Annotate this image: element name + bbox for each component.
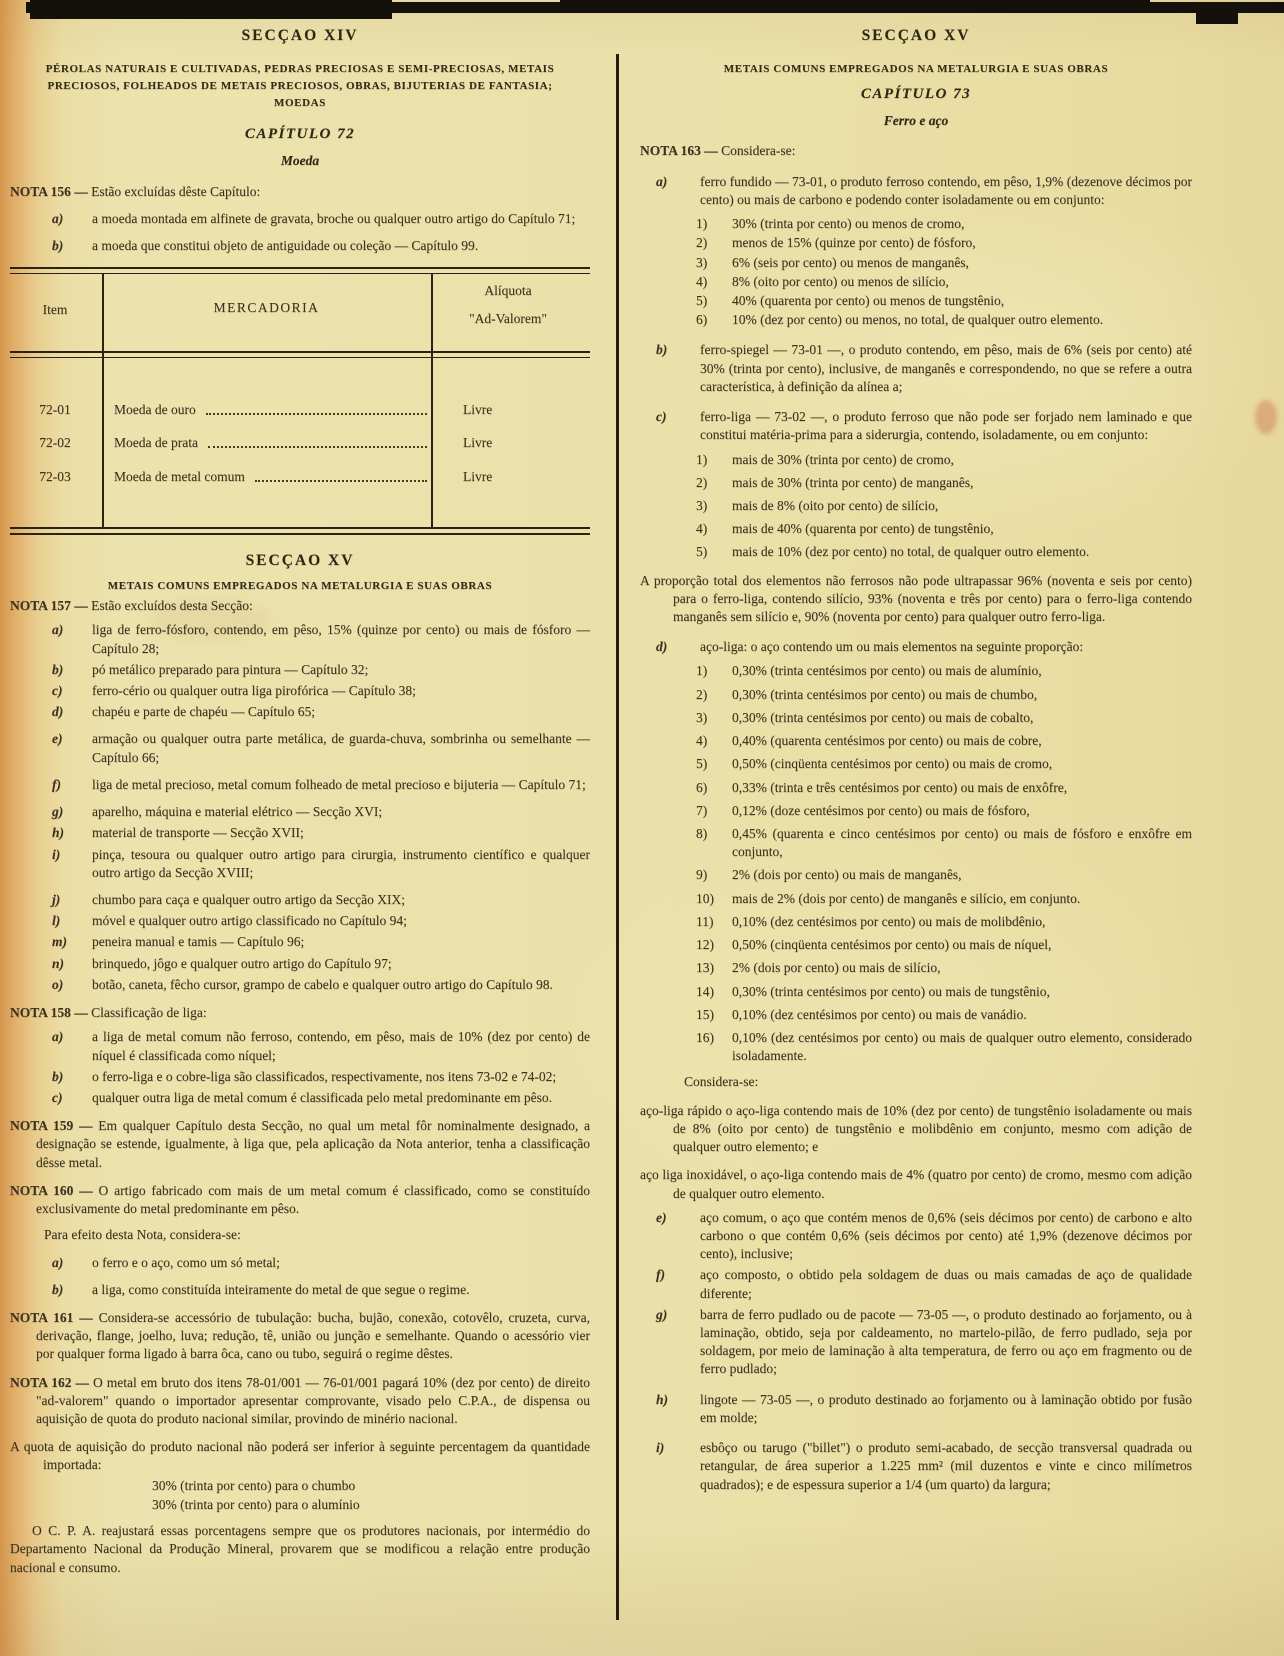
cell-mercadoria [114, 401, 429, 419]
item-text: a liga, como constituída inteiramente do metal de que segue o regime. [92, 1281, 470, 1297]
item-text: 0,45% (quarenta e cinco centésimos por cento) ou mais de fósforo e enxôfre em conjunto, [732, 826, 1192, 860]
sub-item [696, 662, 1192, 680]
item-marker: d) [656, 639, 668, 655]
item-text: aço comum, o aço que contém menos de 0,6% (seis décimos por cento) de carbono e alto carbono o que contém 0,6% (seis décimos por cento) até 1,9% (dezenove décimos por cento), inclusive; [700, 1209, 1192, 1262]
item-marker: 1) [696, 451, 708, 467]
item-marker: 3) [696, 709, 708, 725]
list-item-g [640, 1306, 1192, 1379]
nota-157-label: NOTA 157 — [10, 598, 88, 614]
list-item [10, 1068, 590, 1086]
item-marker: a) [52, 1254, 64, 1270]
item-marker: b) [52, 1281, 64, 1297]
left-column [10, 18, 590, 1583]
item-text: ferro-liga — 73-02 —, o produto ferroso que não pode ser forjado nem laminado e que constitui matéria-prima para a siderurgia, contendo, isoladamente, ou em conjunto: [700, 409, 1192, 443]
item-text: mais de 40% (quarenta por cento) de tungstênio, [732, 521, 994, 537]
item-text: 0,33% (trinta e três centésimos por cento) ou mais de enxôfre, [732, 779, 1068, 795]
item-text: liga de metal precioso, metal comum folheado de metal precioso e bijuteria — Capítulo 71; [92, 776, 586, 792]
item-marker: c) [656, 409, 667, 425]
table-row [10, 401, 590, 423]
table-header-mercadoria: MERCADORIA [213, 300, 320, 316]
item-text: barra de ferro pudlado ou de pacote — 73-05 —, o produto destinado ao forjamento, ou à laminação, obtido, seja por caldeamento, no martelo-pilão, de ferro pudlado, seja por soldagem, por meio de laminação à alta temperatura, de ferro ou aço em fragmento ou de ferro pudlado; [700, 1306, 1192, 1377]
paper-stain [1255, 400, 1277, 434]
item-marker: c) [52, 1089, 63, 1105]
cell-item: 72-02 [39, 435, 71, 451]
item-marker: l) [52, 913, 61, 929]
item-marker: g) [656, 1306, 668, 1322]
item-marker: 8) [696, 826, 708, 841]
item-marker: 4) [696, 733, 708, 749]
item-text: botão, caneta, fêcho cursor, grampo de cabelo e qualquer outro artigo do Capítulo 98. [92, 976, 553, 992]
item-text: 0,40% (quarenta centésimos por cento) ou mais de cobre, [732, 733, 1042, 749]
sub-item [696, 802, 1192, 820]
item-marker: e) [52, 731, 63, 747]
item-text: aço composto, o obtido pela soldagem de duas ou mais camadas de aço de qualidade diferente; [700, 1267, 1192, 1301]
item-text: a moeda que constitui objeto de antiguidade ou coleção — Capítulo 99. [92, 237, 479, 253]
item-text: 0,30% (trinta centésimos por cento) ou mais de cobalto, [732, 709, 1034, 725]
nota-157-text: Estão excluídos desta Secção: [91, 598, 253, 614]
sub-item [696, 866, 1192, 884]
list-item [10, 1089, 590, 1107]
nota-156-text: Estão excluídas dêste Capítulo: [91, 183, 261, 199]
item-text: 30% (trinta por cento) ou menos de cromo, [732, 216, 965, 232]
item-text: 8% (oito por cento) ou menos de silício, [732, 273, 949, 289]
nota-158 [10, 1004, 590, 1022]
item-marker: 12) [696, 937, 714, 953]
sub-item [696, 936, 1192, 954]
table-header-aliquota-line2: "Ad-Valorem" [469, 311, 547, 327]
item-text: 0,30% (trinta centésimos por cento) ou mais de chumbo, [732, 686, 1038, 702]
sub-item [696, 273, 1192, 291]
item-text: peneira manual e tamis — Capítulo 96; [92, 934, 305, 950]
list-item-d [640, 638, 1192, 656]
nota-161-label: NOTA 161 — [10, 1309, 93, 1325]
nota-160-text: O artigo fabricado com mais de um metal comum é classificado, como se constituído exclusivamente do metal predominante em pêso. [36, 1182, 590, 1217]
item-text: pinça, tesoura ou qualquer outro artigo para cirurgia, instrumento científico e qualquer outro artigo da Secção XVIII; [92, 846, 590, 880]
list-item-a [640, 173, 1192, 209]
item-text: 6% (seis por cento) ou menos de manganês, [732, 254, 969, 270]
sublist-d [640, 662, 1192, 1065]
item-marker: i) [656, 1440, 665, 1456]
nota-160-sub: Para efeito desta Nota, considera-se: [44, 1227, 241, 1243]
item-marker: b) [52, 661, 64, 677]
item-marker: e) [656, 1209, 667, 1225]
item-text: 0,50% (cinqüenta centésimos por cento) ou mais de níquel, [732, 937, 1052, 953]
item-text: 0,12% (doze centésimos por cento) ou mais de fósforo, [732, 802, 1030, 818]
item-marker: c) [52, 683, 63, 699]
item-marker: g) [52, 804, 64, 820]
sublist-c [640, 451, 1192, 562]
table-header-item: Item [42, 302, 68, 318]
item-text: 0,10% (dez centésimos por cento) ou mais de vanádio. [732, 1006, 1027, 1022]
sub-item [696, 497, 1192, 515]
item-text: 2% (dois por cento) ou mais de silício, [732, 960, 941, 976]
item-marker: h) [656, 1391, 669, 1407]
cell-merc-text: Moeda de ouro [114, 402, 196, 418]
nota-162-final: O C. P. A. reajustará essas porcentagens sempre que os produtores nacionais, por intermédio do Departamento Nacional da Produção Mineral, provarem que se modificou a relação entre produção nacional e consumo. [10, 1523, 590, 1575]
cell-aliquota: Livre [463, 469, 493, 485]
pct-aluminio: 30% (trinta por cento) para o alumínio [152, 1496, 360, 1512]
nota-162-label: NOTA 162 — [10, 1374, 89, 1390]
item-marker: 9) [696, 867, 708, 883]
sub-item [696, 983, 1192, 1001]
nota-156 [10, 183, 590, 201]
section-15-title: SECÇAO XV [861, 27, 971, 44]
nota-160 [10, 1182, 590, 1218]
cell-merc-text: Moeda de prata [114, 435, 198, 451]
list-item [10, 891, 590, 909]
item-text: mais de 8% (oito por cento) de silício, [732, 497, 939, 513]
sub-item [696, 254, 1192, 272]
list-item [10, 682, 590, 700]
sub-item [696, 474, 1192, 492]
sub-item [696, 234, 1192, 252]
table-row [10, 434, 590, 456]
list-item [10, 976, 590, 994]
section-15-caption-left: METAIS COMUNS EMPREGADOS NA METALURGIA E SUAS OBRAS [107, 580, 493, 593]
item-text: 10% (dez por cento) ou menos, no total, de qualquer outro elemento. [732, 312, 1104, 328]
scan-edge-top-mid [560, 0, 1150, 9]
scan-edge-top-right-box [1196, 7, 1238, 24]
list-item [10, 1028, 590, 1064]
chapter-73-subtitle: Ferro e aço [883, 113, 949, 129]
item-text: móvel e qualquer outro artigo classificado no Capítulo 94; [92, 913, 407, 929]
item-marker: f) [656, 1267, 665, 1283]
item-marker: b) [656, 342, 668, 358]
sub-item [696, 311, 1192, 329]
sub-item [696, 686, 1192, 704]
item-marker: 1) [696, 663, 708, 679]
list-item [10, 824, 590, 842]
nota-162-text: O metal em bruto dos itens 78-01/001 — 76-01/001 pagará 10% (dez por cento) de direito "ad-valorem" quando o importador apresentar comprovante, visado pelo C.P.A., de dispensa ou aquisição de quota do produto nacional similar, provindo de minério nacional. [36, 1374, 591, 1427]
item-marker: 1) [696, 216, 708, 232]
item-text: mais de 30% (trinta por cento) de cromo, [732, 451, 954, 467]
item-text: 0,10% (dez centésimos por cento) ou mais de molibdênio, [732, 913, 1046, 929]
item-marker: 4) [696, 273, 708, 289]
sub-item [696, 732, 1192, 750]
nota-163 [640, 142, 1192, 160]
list-item [10, 846, 590, 882]
item-marker: n) [52, 955, 65, 971]
item-text: aparelho, máquina e material elétrico — Secção XVI; [92, 804, 383, 820]
item-marker: a) [52, 1029, 64, 1045]
chapter-72-subtitle: Moeda [280, 153, 320, 169]
nota-159-text: Em qualquer Capítulo desta Secção, no qual um metal fôr nominalmente designado, a designação se estende, igualmente, à liga que, pela aplicação da Nota anterior, tenha a classificação dêsse metal. [36, 1118, 591, 1170]
item-text: chapéu e parte de chapéu — Capítulo 65; [92, 704, 316, 720]
aco-liga-rapido-paragraph: aço-liga rápido o aço-liga contendo mais de 10% (dez por cento) de tungstênio isoladamente ou mais de 8% (oito por cento) de tungstênio e molibdênio em conjunto, mesmo com adição de qualquer outro elemento; e [640, 1102, 1192, 1155]
item-marker: 4) [696, 521, 708, 537]
nota-163-label: NOTA 163 — [640, 143, 718, 159]
list-item [10, 912, 590, 930]
item-marker: b) [52, 237, 64, 253]
sub-item [696, 755, 1192, 773]
item-marker: 2) [696, 474, 708, 490]
cell-aliquota: Livre [463, 402, 493, 418]
item-text: brinquedo, jôgo e qualquer outro artigo do Capítulo 97; [92, 955, 392, 971]
sub-item [696, 543, 1192, 561]
list-item [10, 703, 590, 721]
nota-163-text: Considera-se: [721, 143, 796, 159]
nota-162-quota: A quota de aquisição do produto nacional não poderá ser inferior à seguinte percentagem da quantidade importada: [10, 1439, 590, 1473]
sub-item [696, 779, 1192, 797]
nota-157 [10, 597, 590, 615]
nota-160-label: NOTA 160 — [10, 1182, 93, 1198]
list-item-f [640, 1266, 1192, 1302]
item-marker: 14) [696, 983, 714, 999]
list-item-h [640, 1391, 1192, 1427]
item-text: o ferro e o aço, como um só metal; [92, 1254, 280, 1270]
pct-chumbo: 30% (trinta por cento) para o chumbo [152, 1477, 356, 1493]
list-item [10, 661, 590, 679]
sub-item [696, 451, 1192, 469]
item-marker: f) [52, 776, 61, 792]
item-marker: 2) [696, 686, 708, 702]
considera-se-line: Considera-se: [684, 1074, 759, 1090]
list-item-c [640, 408, 1192, 444]
cell-merc-text: Moeda de metal comum [114, 469, 245, 485]
section-14-title: SECÇAO XIV [241, 27, 359, 44]
item-marker: m) [52, 934, 67, 950]
item-text: 2% (dois por cento) ou mais de manganês, [732, 867, 962, 883]
item-marker: a) [52, 210, 64, 226]
item-marker: 13) [696, 960, 714, 976]
nota-159 [10, 1117, 590, 1172]
sub-item [696, 1006, 1192, 1024]
item-marker: 6) [696, 312, 708, 328]
item-text: ferro-spiegel — 73-01 —, o produto contendo, em pêso, mais de 6% (seis por cento) até 30% (trinta por cento), inclusive, de manganês e correspondendo, no que se refere a outra característica, à definição da alínea a; [700, 342, 1192, 394]
table-header-aliquota [433, 283, 583, 327]
dot-leader [208, 446, 427, 448]
item-marker: 5) [696, 292, 708, 308]
dot-leader [255, 480, 427, 482]
list-item [10, 237, 590, 255]
list-item [10, 803, 590, 821]
item-text: mais de 30% (trinta por cento) de manganês, [732, 474, 974, 490]
item-text: aço-liga: o aço contendo um ou mais elementos na seguinte proporção: [700, 639, 1084, 655]
item-text: chumbo para caça e qualquer outro artigo da Secção XIX; [92, 892, 405, 907]
sub-item [696, 520, 1192, 538]
item-text: 0,30% (trinta centésimos por cento) ou mais de tungstênio, [732, 983, 1050, 999]
nota-162 [10, 1374, 590, 1429]
table-rule-header [10, 351, 590, 358]
item-marker: b) [52, 1068, 64, 1084]
nota-158-text: Classificação de liga: [91, 1005, 207, 1021]
item-marker: 5) [696, 544, 708, 560]
item-text: mais de 2% (dois por cento) de manganês e silício, em conjunto. [732, 890, 1081, 906]
list-item [10, 730, 590, 766]
item-marker: o) [52, 976, 64, 992]
item-marker: 3) [696, 254, 708, 270]
list-item [10, 955, 590, 973]
nota-161-text: Considera-se accessório de tubulação: bucha, bujão, conexão, cotovêlo, cruzeta, curva, derivação, flange, joelho, luva; redução, tê, união ou junção e semelhante. Quando o acessório vier por qualquer forma ligado à barra ôca, cano ou tubo, seguirá o regime dêstes. [36, 1309, 590, 1362]
item-text: armação ou qualquer outra parte metálica, de guarda-chuva, sombrinha ou semelhante — Capítulo 66; [92, 731, 590, 765]
sub-item [696, 913, 1192, 931]
list-item [10, 1281, 590, 1299]
table-rule-bottom [10, 527, 590, 535]
item-text: qualquer outra liga de metal comum é classificada pelo metal predominante em pêso. [92, 1089, 552, 1105]
cell-mercadoria [114, 468, 429, 486]
chapter-73-title: CAPÍTULO 73 [860, 85, 972, 102]
section-15-caption: METAIS COMUNS EMPREGADOS NA METALURGIA E SUAS OBRAS [723, 62, 1109, 75]
item-marker: i) [52, 846, 61, 862]
tariff-table [10, 267, 590, 535]
table-row [10, 468, 590, 490]
column-divider-rule [616, 54, 619, 1620]
item-text: mais de 10% (dez por cento) no total, de qualquer outro elemento. [732, 544, 1090, 560]
cell-item: 72-03 [39, 469, 71, 485]
list-item-i [640, 1439, 1192, 1494]
chapter-72-title: CAPÍTULO 72 [244, 126, 356, 143]
item-text: material de transporte — Secção XVII; [92, 825, 304, 841]
cell-item: 72-01 [39, 402, 71, 418]
item-text: 0,10% (dez centésimos por cento) ou mais de qualquer outro elemento, considerado isoladamente. [732, 1029, 1192, 1064]
item-text: 0,50% (cinqüenta centésimos por cento) ou mais de cromo, [732, 756, 1053, 772]
item-marker: a) [52, 622, 64, 638]
list-item-b [640, 341, 1192, 396]
item-text: liga de ferro-fósforo, contendo, em pêso, 15% (quinze por cento) ou mais de fósforo — Capítulo 28; [92, 622, 590, 656]
item-text: 40% (quarenta por cento) ou menos de tungstênio, [732, 292, 1005, 308]
nota-161 [10, 1309, 590, 1364]
section-15-title-left: SECÇAO XV [245, 552, 355, 570]
table-rule-top [10, 267, 590, 274]
item-marker: a) [656, 173, 668, 189]
cell-aliquota: Livre [463, 435, 493, 451]
list-item [10, 933, 590, 951]
sublist-a [640, 215, 1192, 329]
dot-leader [206, 413, 427, 415]
item-marker: 2) [696, 235, 708, 251]
item-text: lingote — 73-05 —, o produto destinado ao forjamento ou à laminação obtido por fusão em molde; [700, 1391, 1192, 1425]
item-text: a liga de metal comum não ferroso, contendo, em pêso, mais de 10% (dez por cento) de níquel é classificada como níquel; [92, 1029, 590, 1063]
item-text: esbôço ou tarugo ("billet") o produto semi-acabado, de secção transversal quadrada ou retangular, de área superior a 1.225 mm² (mil duzentos e vinte e cinco milímetros quadrados); e de espessura superior a 1/4 (um quarto) da largura; [700, 1440, 1192, 1492]
item-text: ferro-cério ou qualquer outra liga pirofórica — Capítulo 38; [92, 683, 416, 699]
item-text: a moeda montada em alfinete de gravata, broche ou qualquer outro artigo do Capítulo 71; [92, 210, 576, 226]
list-item [10, 621, 590, 657]
section-14-caption: PÉROLAS NATURAIS E CULTIVADAS, PEDRAS PRECIOSAS E SEMI-PRECIOSAS, METAIS PRECIOSOS, FOLHEADOS DE METAIS PRECIOSOS, OBRAS, BIJUTERIAS DE FANTASIA; MOEDAS [45, 62, 555, 110]
item-marker: 5) [696, 756, 708, 772]
sub-item [696, 959, 1192, 977]
item-text: o ferro-liga e o cobre-liga são classificados, respectivamente, nos itens 73-02 e 74-02; [92, 1068, 557, 1084]
item-marker: 16) [696, 1029, 714, 1045]
sub-item [696, 825, 1192, 861]
sub-item [696, 292, 1192, 310]
item-marker: 7) [696, 802, 708, 818]
sub-item [696, 1029, 1192, 1065]
list-item [10, 776, 590, 794]
item-marker: j) [52, 892, 61, 907]
list-item [10, 210, 590, 228]
item-marker: d) [52, 704, 64, 720]
item-marker: 3) [696, 497, 708, 513]
sub-item [696, 890, 1192, 908]
item-marker: h) [52, 825, 65, 841]
nota-156-label: NOTA 156 — [10, 183, 88, 199]
nota-158-label: NOTA 158 — [10, 1005, 88, 1021]
item-marker: 6) [696, 779, 708, 795]
item-text: 0,30% (trinta centésimos por cento) ou mais de alumínio, [732, 663, 1042, 679]
table-header-aliquota-line1: Alíquota [484, 283, 532, 299]
item-marker: 15) [696, 1006, 714, 1022]
cell-mercadoria [114, 434, 429, 452]
proportion-paragraph: A proporção total dos elementos não ferrosos não pode ultrapassar 96% (noventa e seis por cento) para o ferro-liga, contendo silício, 93% (noventa e três por cento) para o ferro-liga contendo manganês sem silício e, 90% (noventa por cento) para qualquer outro ferro-liga. [640, 572, 1192, 625]
aco-liga-inoxidavel-paragraph: aço liga inoxidável, o aço-liga contendo mais de 4% (quatro por cento) de cromo, mesmo com adição de qualquer outro elemento. [640, 1167, 1192, 1201]
item-text: menos de 15% (quinze por cento) de fósforo, [732, 235, 976, 251]
list-item [10, 1254, 590, 1272]
list-item-e [640, 1209, 1192, 1264]
right-column [640, 18, 1192, 1500]
item-text: pó metálico preparado para pintura — Capítulo 32; [92, 661, 369, 677]
item-text: ferro fundido — 73-01, o produto ferroso contendo, em pêso, 1,9% (dezenove décimos por cento) ou mais de carbono e podendo conter isoladamente ou em conjunto: [700, 173, 1192, 207]
sub-item [696, 709, 1192, 727]
item-marker: 10) [696, 890, 714, 906]
scan-edge-top-left [30, 0, 392, 19]
sub-item [696, 215, 1192, 233]
nota-159-label: NOTA 159 — [10, 1118, 93, 1134]
item-marker: 11) [696, 913, 714, 929]
